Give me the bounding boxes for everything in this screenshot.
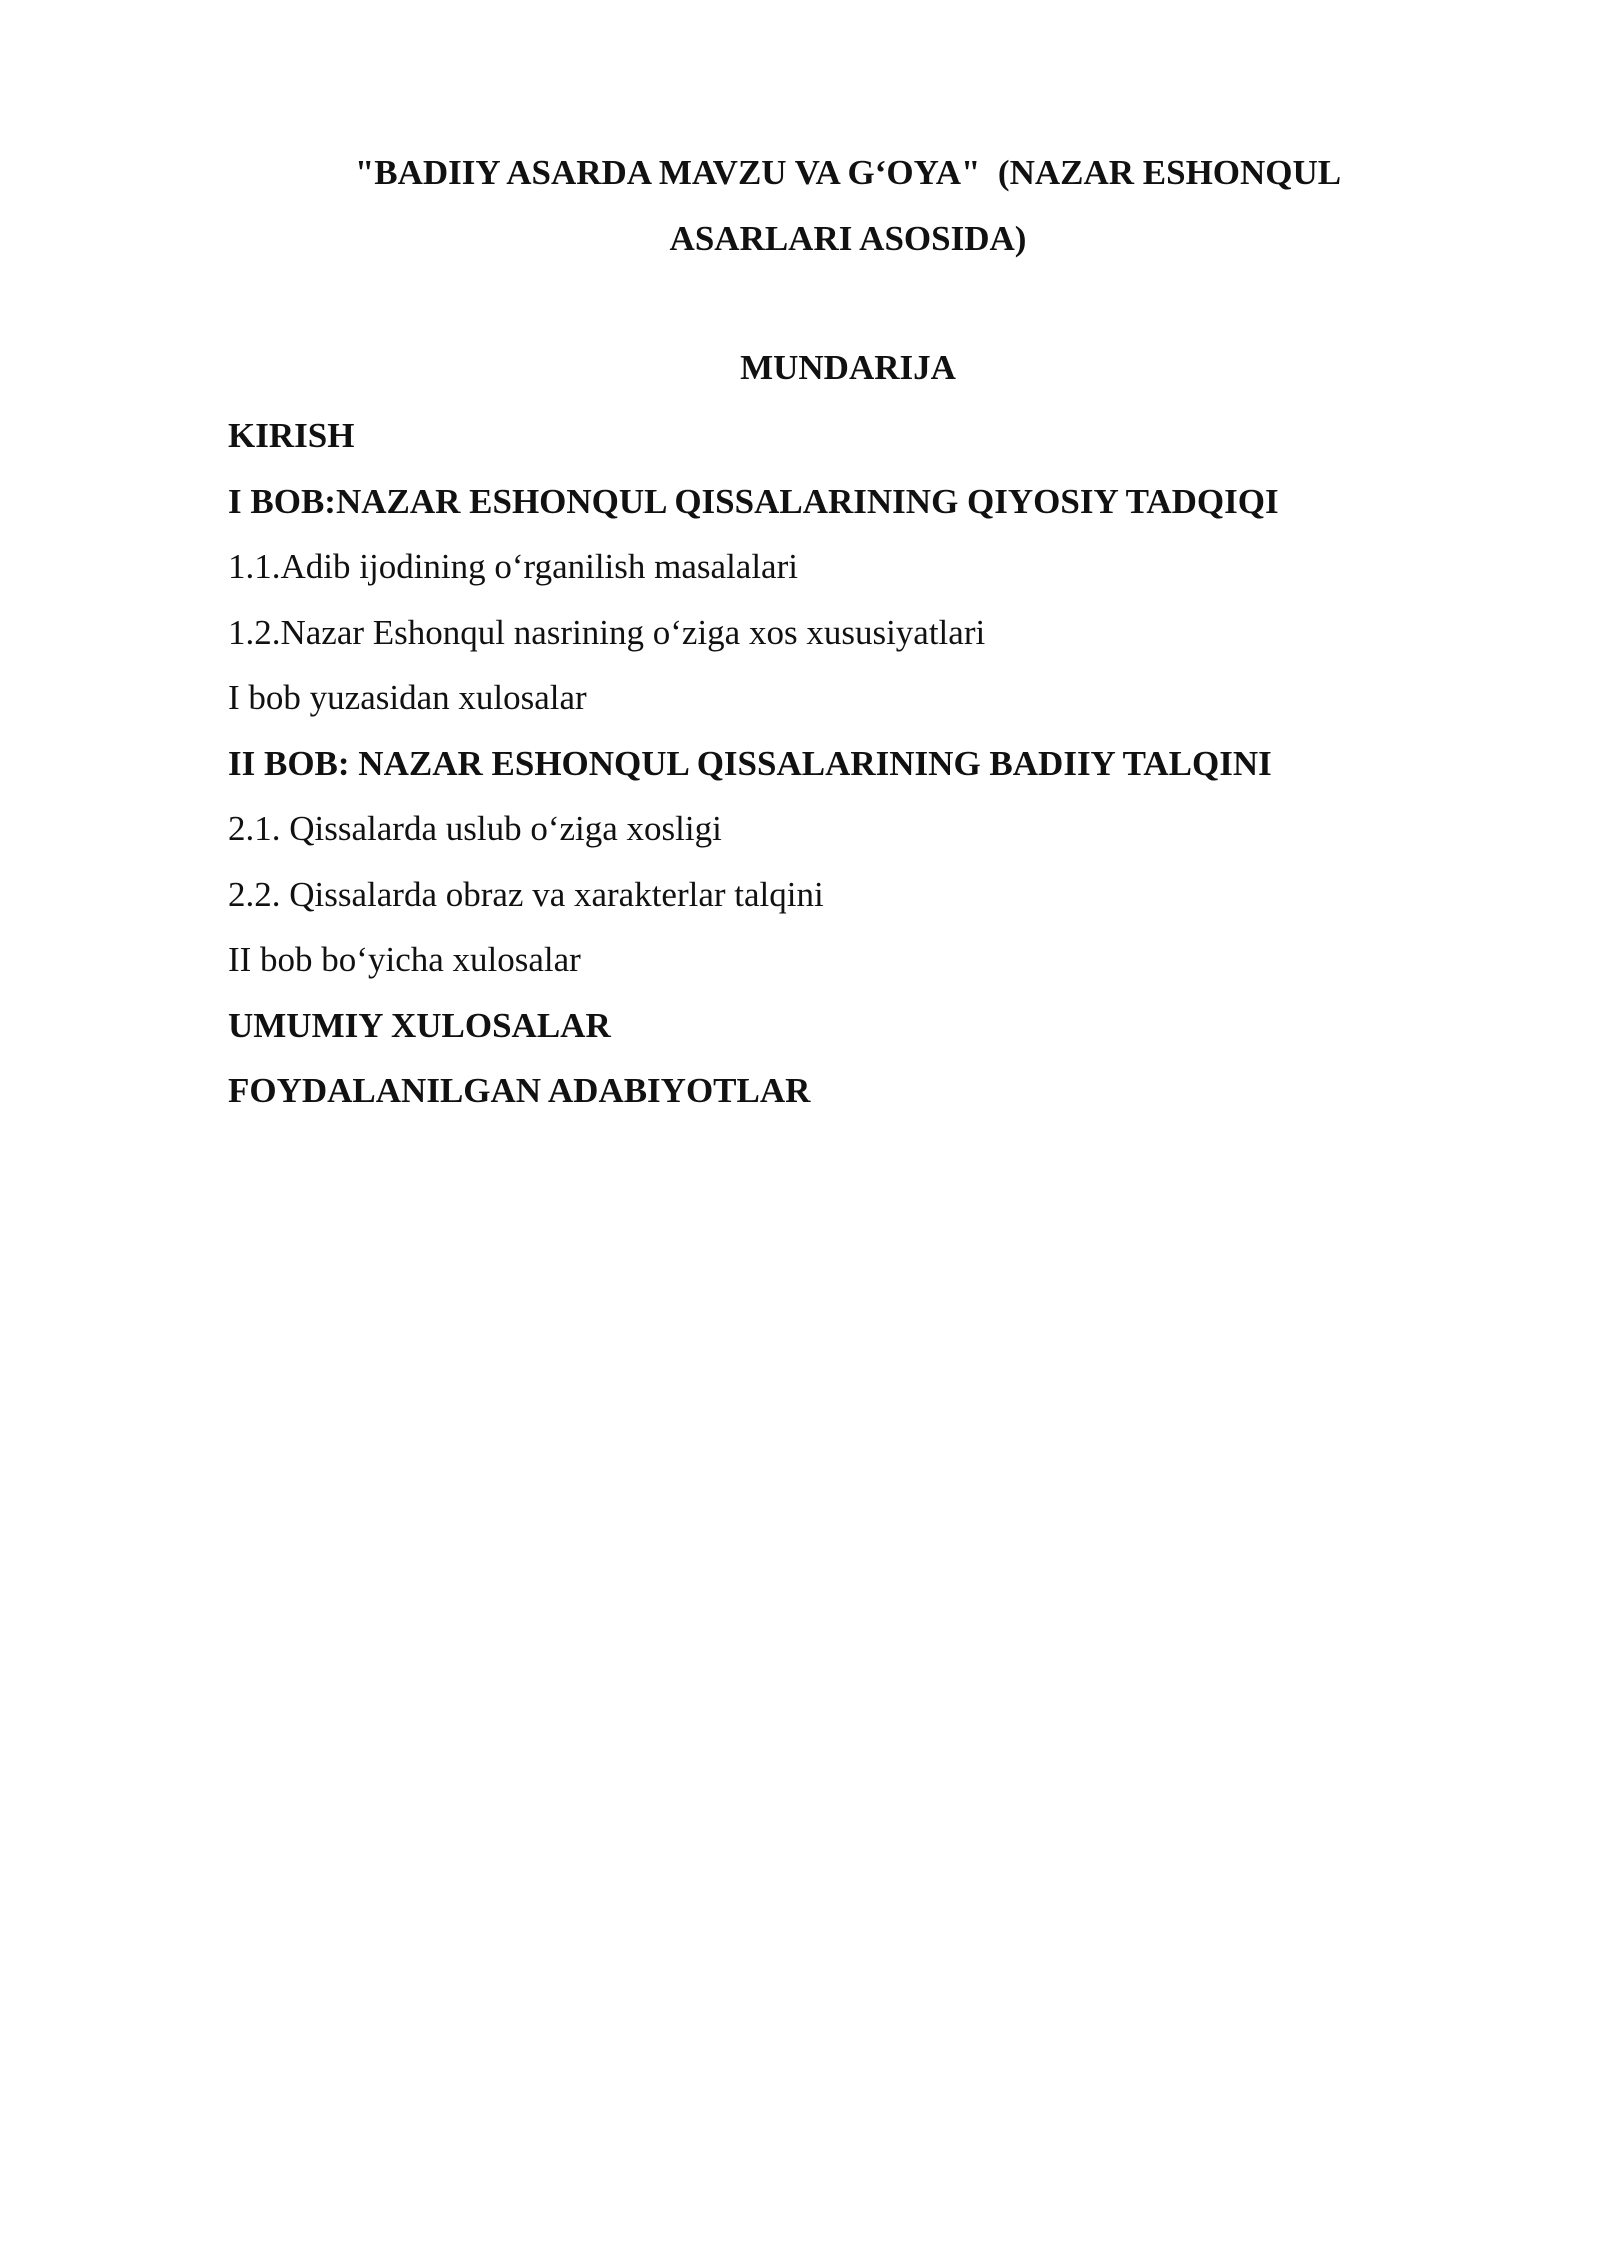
toc-item-chapter-2-conclusions: II bob bo‘yicha xulosalar: [228, 940, 581, 979]
toc-heading: MUNDARIJA: [740, 348, 956, 387]
toc-item-chapter-1: I BOB:NAZAR ESHONQUL QISSALARINING QIYOSIY TADQIQI: [228, 481, 1279, 521]
toc-item-chapter-2: II BOB: NAZAR ESHONQUL QISSALARINING BADIIY TALQINI: [228, 743, 1272, 783]
toc-item-general-conclusions: UMUMIY XULOSALAR: [228, 1005, 611, 1045]
toc-item-1-2: 1.2.Nazar Eshonqul nasrining o‘ziga xos xususiyatlari: [228, 612, 986, 652]
toc-item-kirish: KIRISH: [228, 416, 355, 455]
document-title: [228, 140, 1468, 272]
toc-item-references: FOYDALANILGAN ADABIYOTLAR: [228, 1071, 811, 1110]
title-line-1: "BADIIY ASARDA MAVZU VA G‘OYA" (NAZAR ESHONQUL: [354, 153, 1342, 192]
toc-item-2-1: 2.1. Qissalarda uslub o‘ziga xosligi: [228, 809, 722, 848]
title-line-2: ASARLARI ASOSIDA): [669, 219, 1027, 258]
toc-item-chapter-1-conclusions: I bob yuzasidan xulosalar: [228, 678, 587, 717]
toc-item-1-1: 1.1.Adib ijodining o‘rganilish masalalari: [228, 547, 798, 586]
table-of-contents: [228, 407, 1468, 1128]
toc-item-2-2: 2.2. Qissalarda obraz va xarakterlar talqini: [228, 874, 824, 914]
